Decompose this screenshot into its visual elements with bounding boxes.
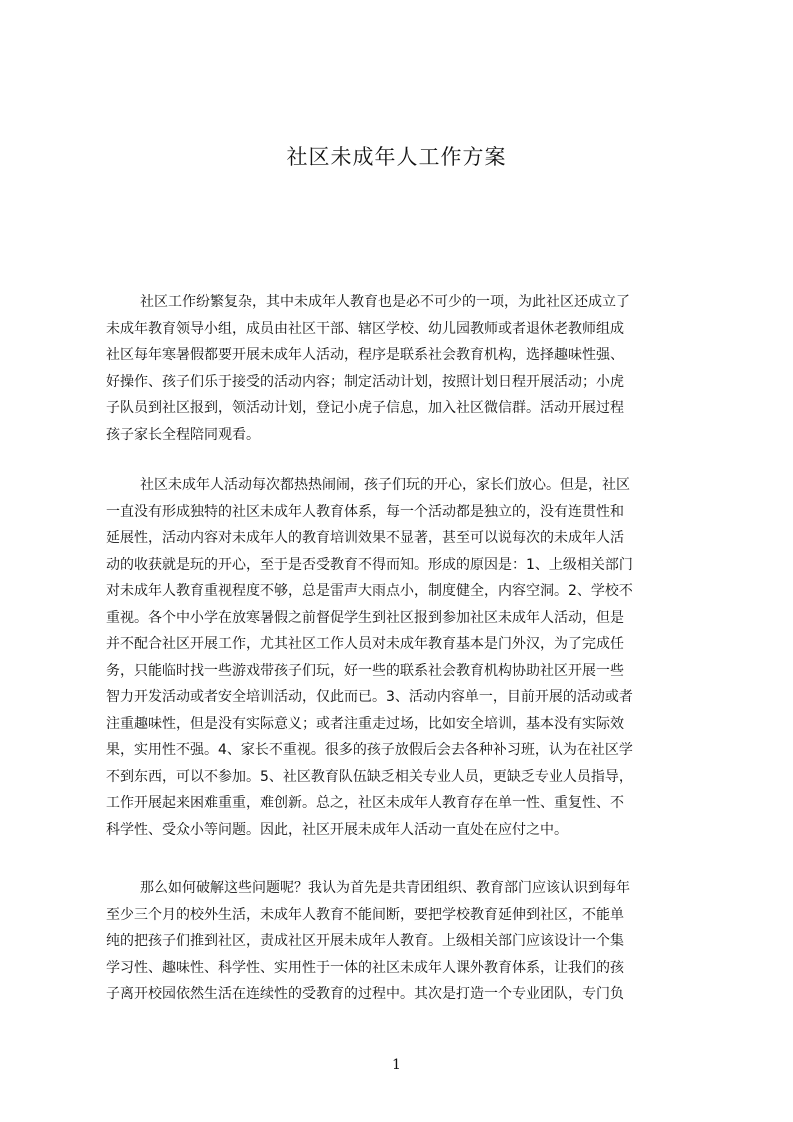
paragraph-line: 科学性、受众小等问题。因此，社区开展未成年人活动一直处在应付之中。 <box>106 821 568 838</box>
paragraph-line: 那么如何破解这些问题呢？我认为首先是共青团组织、教育部门应该认识到每年 <box>140 880 630 896</box>
paragraph-line: 社区每年寒暑假都要开展未成年人活动，程序是联系社会教育机构，选择趣味性强、 <box>106 347 624 363</box>
page-number: 1 <box>392 1057 401 1073</box>
paragraph-line: 好操作、孩子们乐于接受的活动内容；制定活动计划，按照计划日程开展活动；小虎 <box>106 373 624 390</box>
paragraph-line: 并不配合社区开展工作，尤其社区工作人员对未成年教育基本是门外汉，为了完成任 <box>106 636 624 652</box>
paragraph-line: 智力开发活动或者安全培训活动，仅此而已。3、活动内容单一，目前开展的活动或者 <box>106 689 633 705</box>
paragraph-line: 动的收获就是玩的开心，至于是否受教育不得而知。形成的原因是：1、上级相关部门 <box>106 556 633 573</box>
paragraph-3 <box>106 875 696 1008</box>
paragraph-line: 对未成年人教育重视程度不够，总是雷声大雨点小，制度健全，内容空洞。2、学校不 <box>106 583 633 599</box>
paragraph-line: 不到东西，可以不参加。5、社区教育队伍缺乏相关专业人员，更缺乏专业人员指导， <box>106 768 633 785</box>
paragraph-line: 重视。各个中小学在放寒暑假之前督促学生到社区报到参加社区未成年人活动，但是 <box>106 609 624 626</box>
paragraph-line: 孩子家长全程陪同观看。 <box>106 426 260 443</box>
paragraph-2 <box>106 472 696 843</box>
paragraph-line: 延展性，活动内容对未成年人的教育培训效果不显著，甚至可以说每次的未成年人活 <box>106 530 624 546</box>
paragraph-line: 果，实用性不强。4、家长不重视。很多的孩子放假后会去各种补习班，认为在社区学 <box>106 742 633 758</box>
paragraph-line: 注重趣味性，但是没有实际意义；或者注重走过场，比如安全培训，基本没有实际效 <box>106 715 624 732</box>
paragraph-line: 社区未成年人活动每次都热热闹闹，孩子们玩的开心，家长们放心。但是，社区 <box>140 477 630 493</box>
paragraph-line: 子离开校园依然生活在连续性的受教育的过程中。其次是打造一个专业团队，专门负 <box>106 986 624 1002</box>
paragraph-line: 工作开展起来困难重重，难创新。总之，社区未成年人教育存在单一性、重复性、不 <box>106 795 624 811</box>
paragraph-line: 纯的把孩子们推到社区，责成社区开展未成年人教育。上级相关部门应该设计一个集 <box>106 933 624 949</box>
document-title: 社区未成年人工作方案 <box>286 145 507 169</box>
paragraph-line: 务，只能临时找一些游戏带孩子们玩，好一些的联系社会教育机构协助社区开展一些 <box>106 662 624 679</box>
paragraph-line: 至少三个月的校外生活，未成年人教育不能间断，要把学校教育延伸到社区，不能单 <box>106 906 624 923</box>
paragraph-line: 子队员到社区报到，领活动计划，登记小虎子信息，加入社区微信群。活动开展过程 <box>106 400 624 416</box>
paragraph-line: 一直没有形成独特的社区未成年人教育体系，每一个活动都是独立的，没有连贯性和 <box>106 503 624 520</box>
paragraph-line: 社区工作纷繁复杂，其中未成年人教育也是必不可少的一项，为此社区还成立了 <box>140 294 630 310</box>
paragraph-line: 未成年教育领导小组，成员由社区干部、辖区学校、幼儿园教师或者退休老教师组成 <box>106 320 624 337</box>
paragraph-1 <box>106 289 696 448</box>
paragraph-line: 学习性、趣味性、科学性、实用性于一体的社区未成年人课外教育体系，让我们的孩 <box>106 959 624 976</box>
